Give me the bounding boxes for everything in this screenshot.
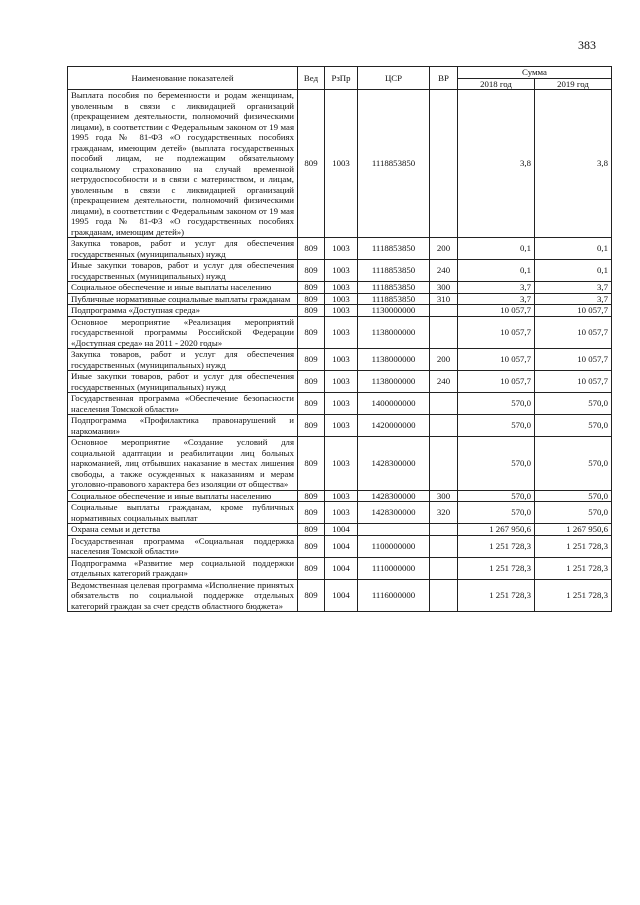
row-rzpr: 1003 (325, 238, 358, 260)
row-name: Государственная программа «Социальная поддержка населения Томской области» (68, 535, 298, 557)
table-row (68, 437, 612, 491)
row-sum-2019: 0,1 (535, 260, 612, 282)
row-vr: 200 (430, 349, 458, 371)
table-row (68, 349, 612, 371)
row-sum-2018: 570,0 (458, 415, 535, 437)
row-sum-2019: 3,8 (535, 90, 612, 238)
table-row (68, 282, 612, 294)
row-vr (430, 437, 458, 491)
table-row (68, 90, 612, 238)
table-row (68, 524, 612, 536)
row-ved: 809 (298, 437, 325, 491)
row-sum-2019: 3,7 (535, 293, 612, 305)
row-name: Закупка товаров, работ и услуг для обеспечения государственных (муниципальных) нужд (68, 349, 298, 371)
row-csr: 1118853850 (358, 260, 430, 282)
row-sum-2018: 3,7 (458, 293, 535, 305)
row-vr (430, 579, 458, 612)
row-ved: 809 (298, 524, 325, 536)
row-sum-2019: 570,0 (535, 490, 612, 502)
row-ved: 809 (298, 316, 325, 349)
row-sum-2019: 10 057,7 (535, 349, 612, 371)
row-ved: 809 (298, 305, 325, 317)
header-row (68, 67, 612, 79)
row-rzpr: 1004 (325, 524, 358, 536)
table-body (68, 90, 612, 612)
row-sum-2018: 1 267 950,6 (458, 524, 535, 536)
row-rzpr: 1003 (325, 490, 358, 502)
row-csr: 1138000000 (358, 371, 430, 393)
row-rzpr: 1003 (325, 393, 358, 415)
row-ved: 809 (298, 282, 325, 294)
row-ved: 809 (298, 490, 325, 502)
row-rzpr: 1003 (325, 371, 358, 393)
row-rzpr: 1003 (325, 90, 358, 238)
row-rzpr: 1003 (325, 502, 358, 524)
row-sum-2019: 1 267 950,6 (535, 524, 612, 536)
row-sum-2018: 10 057,7 (458, 349, 535, 371)
row-sum-2018: 0,1 (458, 238, 535, 260)
row-csr: 1138000000 (358, 316, 430, 349)
row-ved: 809 (298, 535, 325, 557)
row-ved: 809 (298, 393, 325, 415)
row-sum-2018: 10 057,7 (458, 305, 535, 317)
row-ved: 809 (298, 293, 325, 305)
row-name: Охрана семьи и детства (68, 524, 298, 536)
row-vr (430, 90, 458, 238)
page-number: 383 (578, 38, 596, 52)
row-ved: 809 (298, 502, 325, 524)
header-year-2019: 2019 год (535, 78, 612, 90)
table-row (68, 502, 612, 524)
row-sum-2018: 570,0 (458, 437, 535, 491)
row-ved: 809 (298, 579, 325, 612)
row-name: Публичные нормативные социальные выплаты гражданам (68, 293, 298, 305)
row-rzpr: 1003 (325, 282, 358, 294)
row-csr: 1118853850 (358, 282, 430, 294)
row-sum-2019: 3,7 (535, 282, 612, 294)
row-vr: 300 (430, 490, 458, 502)
row-sum-2019: 10 057,7 (535, 305, 612, 317)
row-sum-2019: 570,0 (535, 502, 612, 524)
row-vr: 240 (430, 371, 458, 393)
header-name: Наименование показателей (68, 67, 298, 90)
row-name: Социальное обеспечение и иные выплаты населению (68, 490, 298, 502)
header-year-2018: 2018 год (458, 78, 535, 90)
row-vr: 320 (430, 502, 458, 524)
row-vr (430, 557, 458, 579)
row-csr: 1138000000 (358, 349, 430, 371)
table-row (68, 260, 612, 282)
row-rzpr: 1003 (325, 316, 358, 349)
header-vr: ВР (430, 67, 458, 90)
row-vr (430, 305, 458, 317)
row-name: Иные закупки товаров, работ и услуг для обеспечения государственных (муниципальных) нужд (68, 260, 298, 282)
row-sum-2018: 570,0 (458, 393, 535, 415)
row-rzpr: 1003 (325, 260, 358, 282)
row-vr (430, 415, 458, 437)
table-row (68, 371, 612, 393)
row-sum-2018: 3,8 (458, 90, 535, 238)
row-vr: 310 (430, 293, 458, 305)
row-csr: 1400000000 (358, 393, 430, 415)
table-row (68, 579, 612, 612)
row-name: Выплата пособия по беременности и родам женщинам, уволенным в связи с ликвидацией организаций (прекращением деятельности, полномочий физическими лицами), в соответствии с Федеральным законом от 19 мая 1995 года № 81-ФЗ «О государственных пособиях гражданам, имеющим детей» (выплата государственных пособий лицам, не подлежащим обязательному социальному страхованию на случай временной нетрудоспособности и в связи с материнством, и лицам, уволенным в связи с ликвидацией организаций (прекращением деятельности, полномочий физическими лицами), в соответствии с Федеральным законом от 19 мая 1995 года № 81-ФЗ «О государственных пособиях гражданам, имеющим детей») (68, 90, 298, 238)
row-csr: 1116000000 (358, 579, 430, 612)
row-sum-2019: 1 251 728,3 (535, 557, 612, 579)
row-sum-2018: 3,7 (458, 282, 535, 294)
row-sum-2018: 1 251 728,3 (458, 557, 535, 579)
row-name: Основное мероприятие «Реализация мероприятий государственной программы Российской Федерации «Доступная среда» на 2011 - 2020 годы» (68, 316, 298, 349)
row-rzpr: 1003 (325, 415, 358, 437)
table-row (68, 305, 612, 317)
row-ved: 809 (298, 90, 325, 238)
row-vr (430, 393, 458, 415)
header-ved: Вед (298, 67, 325, 90)
row-csr: 1118853850 (358, 90, 430, 238)
table-row (68, 238, 612, 260)
row-csr: 1428300000 (358, 437, 430, 491)
row-sum-2018: 1 251 728,3 (458, 579, 535, 612)
row-csr: 1118853850 (358, 238, 430, 260)
row-name: Основное мероприятие «Создание условий для социальной адаптации и реабилитации лиц больных наркоманией, лиц отбывших наказание в местах лишения свободы, а также осужденных к наказаниям и мерам уголовно-правового характера без изоляции от общества» (68, 437, 298, 491)
row-rzpr: 1003 (325, 293, 358, 305)
row-sum-2019: 10 057,7 (535, 316, 612, 349)
row-name: Подпрограмма «Развитие мер социальной поддержки отдельных категорий граждан» (68, 557, 298, 579)
row-rzpr: 1003 (325, 437, 358, 491)
row-rzpr: 1004 (325, 579, 358, 612)
budget-table (67, 66, 612, 612)
table-row (68, 293, 612, 305)
row-rzpr: 1004 (325, 557, 358, 579)
row-name: Ведомственная целевая программа «Исполнение принятых обязательств по социальной поддержке отдельных категорий граждан за счет средств областного бюджета» (68, 579, 298, 612)
row-sum-2019: 1 251 728,3 (535, 579, 612, 612)
header-sum: Сумма (458, 67, 612, 79)
row-sum-2018: 570,0 (458, 490, 535, 502)
table-row (68, 535, 612, 557)
row-name: Подпрограмма «Профилактика правонарушений и наркомании» (68, 415, 298, 437)
row-name: Социальные выплаты гражданам, кроме публичных нормативных социальных выплат (68, 502, 298, 524)
row-sum-2019: 0,1 (535, 238, 612, 260)
row-sum-2019: 570,0 (535, 393, 612, 415)
table-row (68, 393, 612, 415)
row-name: Иные закупки товаров, работ и услуг для обеспечения государственных (муниципальных) нужд (68, 371, 298, 393)
row-csr (358, 524, 430, 536)
row-ved: 809 (298, 349, 325, 371)
row-name: Социальное обеспечение и иные выплаты населению (68, 282, 298, 294)
row-csr: 1118853850 (358, 293, 430, 305)
row-vr: 240 (430, 260, 458, 282)
table-row (68, 316, 612, 349)
row-vr: 200 (430, 238, 458, 260)
table-row (68, 557, 612, 579)
row-sum-2019: 570,0 (535, 437, 612, 491)
row-sum-2019: 10 057,7 (535, 371, 612, 393)
row-name: Государственная программа «Обеспечение безопасности населения Томской области» (68, 393, 298, 415)
row-ved: 809 (298, 260, 325, 282)
row-ved: 809 (298, 238, 325, 260)
row-sum-2018: 1 251 728,3 (458, 535, 535, 557)
header-rzpr: РзПр (325, 67, 358, 90)
header-csr: ЦСР (358, 67, 430, 90)
row-sum-2018: 10 057,7 (458, 316, 535, 349)
row-ved: 809 (298, 371, 325, 393)
row-csr: 1110000000 (358, 557, 430, 579)
row-rzpr: 1003 (325, 305, 358, 317)
row-name: Закупка товаров, работ и услуг для обеспечения государственных (муниципальных) нужд (68, 238, 298, 260)
row-sum-2018: 0,1 (458, 260, 535, 282)
row-vr (430, 524, 458, 536)
row-ved: 809 (298, 415, 325, 437)
row-vr: 300 (430, 282, 458, 294)
row-vr (430, 316, 458, 349)
row-ved: 809 (298, 557, 325, 579)
row-sum-2019: 570,0 (535, 415, 612, 437)
row-csr: 1428300000 (358, 490, 430, 502)
row-sum-2018: 570,0 (458, 502, 535, 524)
table-row (68, 415, 612, 437)
row-name: Подпрограмма «Доступная среда» (68, 305, 298, 317)
row-csr: 1130000000 (358, 305, 430, 317)
row-csr: 1428300000 (358, 502, 430, 524)
row-sum-2018: 10 057,7 (458, 371, 535, 393)
row-vr (430, 535, 458, 557)
table-row (68, 490, 612, 502)
row-csr: 1100000000 (358, 535, 430, 557)
row-sum-2019: 1 251 728,3 (535, 535, 612, 557)
row-csr: 1420000000 (358, 415, 430, 437)
row-rzpr: 1003 (325, 349, 358, 371)
row-rzpr: 1004 (325, 535, 358, 557)
